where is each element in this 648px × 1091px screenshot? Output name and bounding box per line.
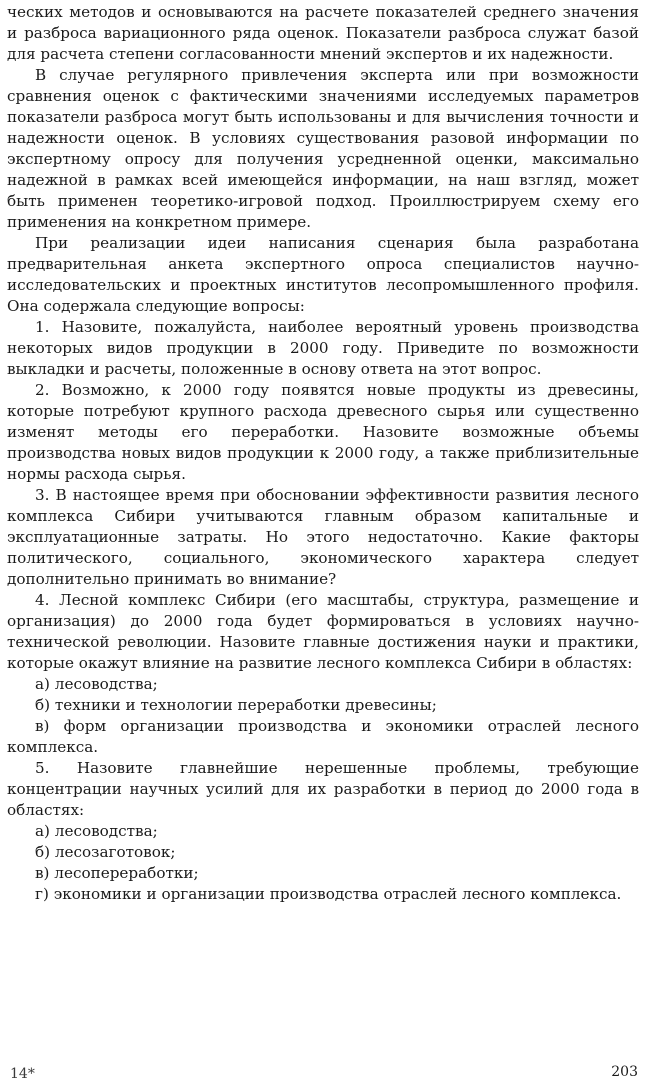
question-5-item-a: а) лесоводства; [35,822,158,840]
question-5: 5. Назовите главнейшие нерешенные проблемы, требующие концентрации научных усилий для их разработки в период до 2000 года в областях: [7,759,639,819]
question-3: 3. В настоящее время при обосновании эффективности развития лесного комплекса Сибири учитываются главным образом капитальные и эксплуатационные затраты. Но этого недостаточно. Какие факторы политического, социального, экономического характера следует дополнительно принимать во внимание? [7,486,639,588]
question-4: 4. Лесной комплекс Сибири (его масштабы, структура, размещение и организация) до 2000 года будет формироваться в условиях научно-технической революции. Назовите главные достижения науки и практики, которые окажут влияние на развитие лесного комплекса Сибири в областях: [7,591,639,672]
page-footer [0,1064,648,1086]
question-5-item-b: б) лесозаготовок; [35,843,176,861]
question-1: 1. Назовите, пожалуйста, наиболее вероятный уровень производства некоторых видов продукции в 2000 году. Приведите по возможности выкладки и расчеты, положенные в основу ответа на этот вопрос. [7,318,639,378]
question-4-item-c: в) форм организации производства и экономики отраслей лесного комплекса. [7,717,639,756]
question-5-item-d: г) экономики и организации производства отраслей лесного комплекса. [35,885,622,903]
paragraph-3: При реализации идеи написания сценария была разработана предварительная анкета экспертного опроса специалистов научно-исследовательских и проектных институтов лесопромышленного профиля. Она содержала следующие вопросы: [7,234,639,315]
question-2: 2. Возможно, к 2000 году появятся новые продукты из древесины, которые потребуют крупного расхода древесного сырья или существенно изменят методы его переработки. Назовите возможные объемы производства новых видов продукции к 2000 году, а также приблизительные нормы расхода сырья. [7,381,639,483]
question-5-item-c: в) лесопереработки; [35,864,199,882]
page-body [7,2,639,905]
paragraph-2: В случае регулярного привлечения эксперта или при возможности сравнения оценок с фактическими значениями исследуемых параметров показатели разброса могут быть использованы и для вычисления точности и надежности оценок. В условиях существования разовой информации по экспертному опросу для получения усредненной оценки, максимально надежной в рамках всей имеющейся информации, на наш взгляд, может быть применен теоретико-игровой подход. Проиллюстрируем схему его применения на конкретном примере. [7,66,639,231]
question-4-item-b: б) техники и технологии переработки древесины; [35,696,437,714]
printer-signature-mark: 14* [10,1066,35,1082]
page-number: 203 [611,1064,638,1080]
question-4-item-a: а) лесоводства; [35,675,158,693]
paragraph-1: ческих методов и основываются на расчете показателей среднего значения и разброса вариационного ряда оценок. Показатели разброса служат базой для расчета степени согласованности мнений экспертов и их надежности. [7,3,639,63]
